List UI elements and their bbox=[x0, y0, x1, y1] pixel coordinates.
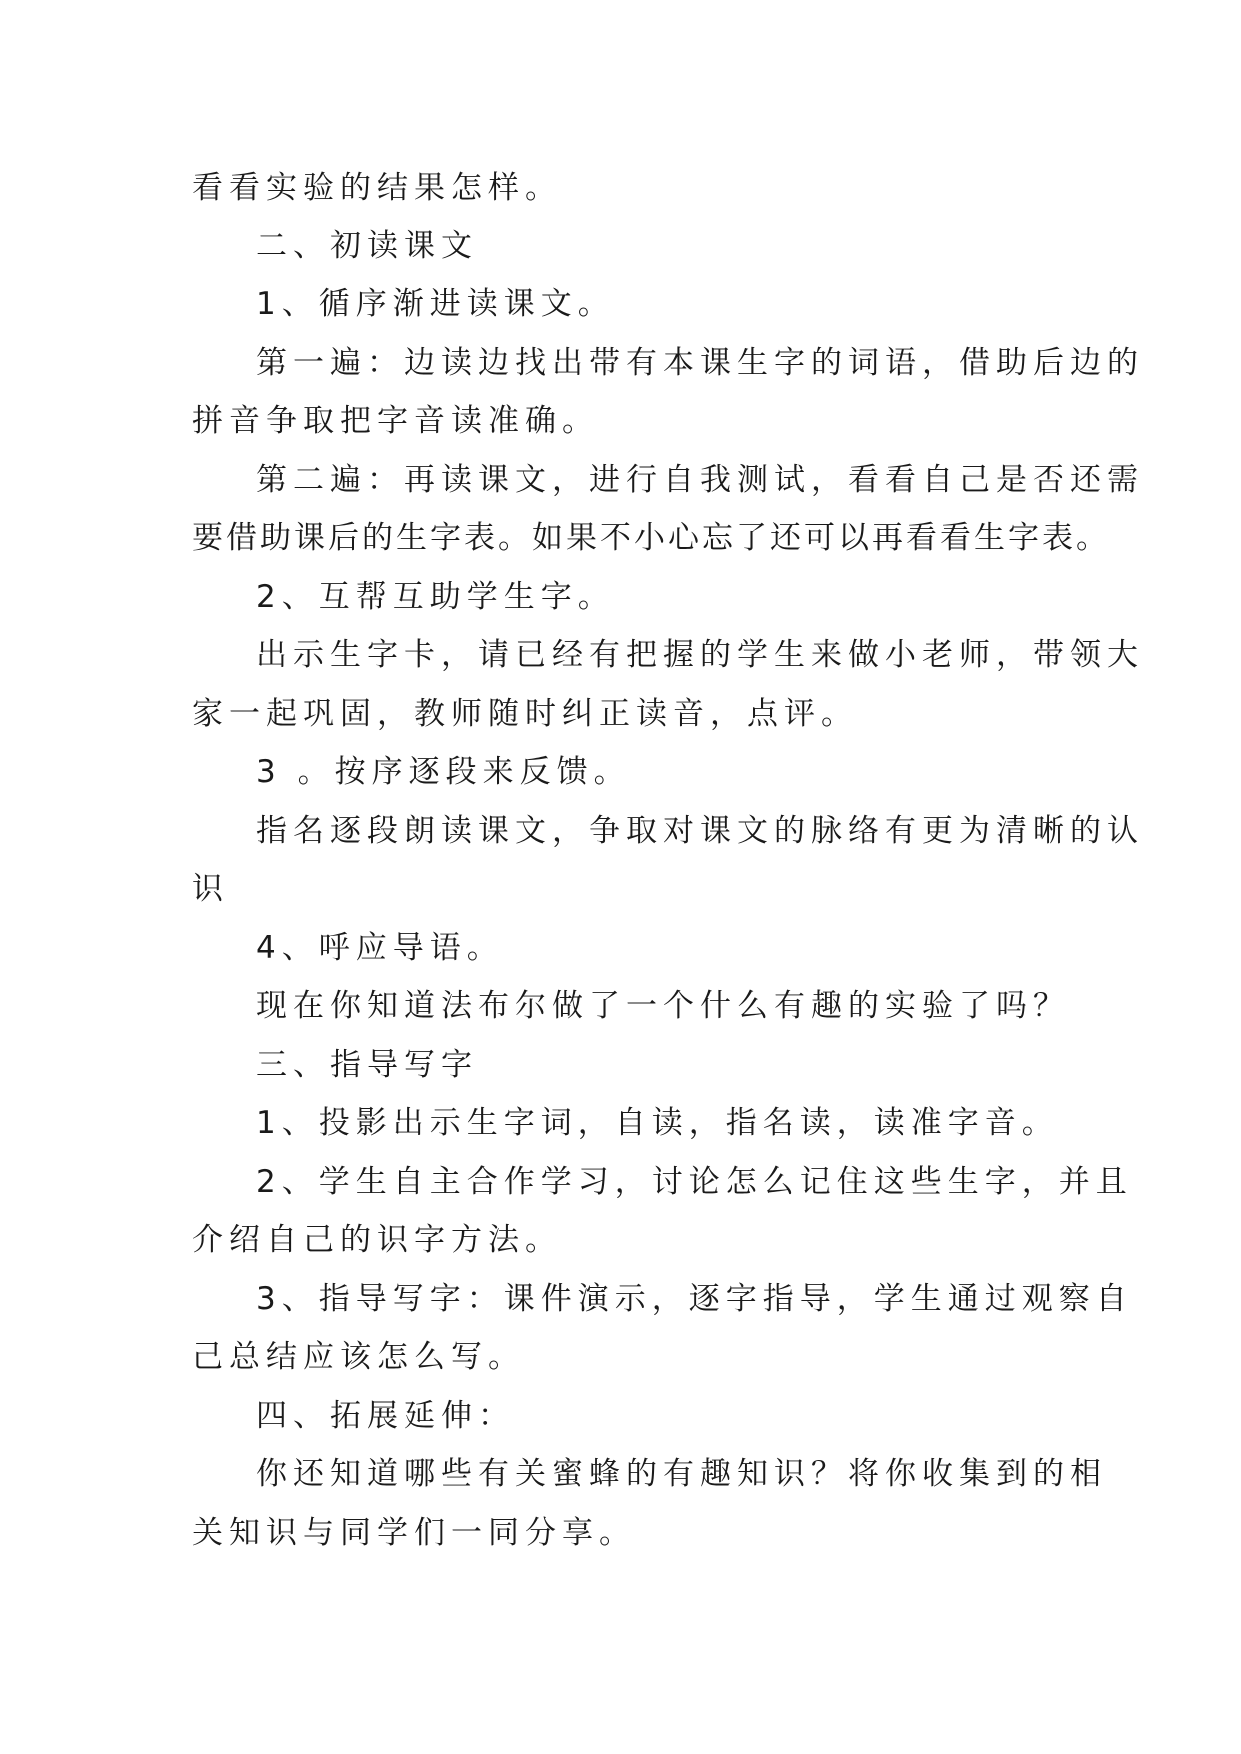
section-heading: 四、拓展延伸： bbox=[256, 1398, 515, 1434]
text-line: 1、循序渐进读课文。 bbox=[256, 286, 615, 322]
text-line: 1、投影出示生字词，自读，指名读，读准字音。 bbox=[256, 1105, 1059, 1141]
text-line: 3 。按序逐段来反馈。 bbox=[256, 754, 631, 790]
text-line: 拼音争取把字音读准确。 bbox=[192, 403, 599, 439]
section-heading: 二、初读课文 bbox=[256, 228, 478, 264]
text-line: 出示生字卡，请已经有把握的学生来做小老师，带领大 bbox=[256, 637, 1144, 673]
text-line: 第一遍：边读边找出带有本课生字的词语，借助后边的 bbox=[256, 345, 1144, 381]
text-line: 要借助课后的生字表。如果不小心忘了还可以再看看生字表。 bbox=[192, 520, 1110, 556]
text-line: 己总结应该怎么写。 bbox=[192, 1339, 525, 1375]
text-line: 2、互帮互助学生字。 bbox=[256, 579, 615, 615]
text-line: 4、呼应导语。 bbox=[256, 930, 504, 966]
text-line: 现在你知道法布尔做了一个什么有趣的实验了吗？ bbox=[256, 988, 1070, 1024]
text-line: 关知识与同学们一同分享。 bbox=[192, 1515, 636, 1551]
text-line: 介绍自己的识字方法。 bbox=[192, 1222, 562, 1258]
text-line: 指名逐段朗读课文，争取对课文的脉络有更为清晰的认 bbox=[256, 813, 1144, 849]
text-line: 识 bbox=[192, 871, 229, 907]
text-line: 你还知道哪些有关蜜蜂的有趣知识？将你收集到的相 bbox=[256, 1456, 1107, 1492]
text-line: 家一起巩固，教师随时纠正读音，点评。 bbox=[192, 696, 858, 732]
text-line: 3、指导写字：课件演示，逐字指导，学生通过观察自 bbox=[256, 1281, 1133, 1317]
section-heading: 三、指导写字 bbox=[256, 1047, 478, 1083]
text-line: 看看实验的结果怎样。 bbox=[192, 170, 562, 206]
text-line: 第二遍：再读课文，进行自我测试，看看自己是否还需 bbox=[256, 462, 1144, 498]
text-line: 2、学生自主合作学习，讨论怎么记住这些生字，并且 bbox=[256, 1164, 1133, 1200]
